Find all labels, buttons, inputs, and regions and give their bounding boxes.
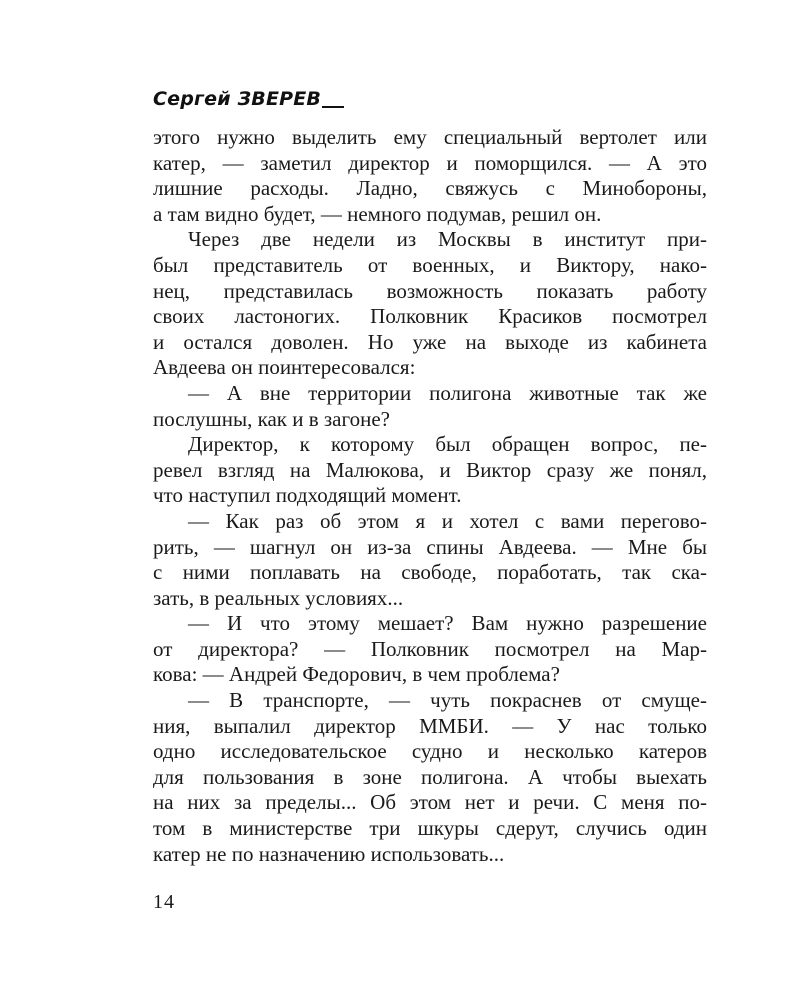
text-line: одно исследовательское судно и несколько катеров	[153, 739, 707, 764]
text-line: с ними поплавать на свободе, поработать, так ска-	[153, 560, 707, 585]
text-line: на них за пределы... Об этом нет и речи. С меня по-	[153, 790, 707, 815]
running-head	[153, 88, 344, 110]
text-line: Авдеева он поинтересовался:	[153, 355, 416, 380]
text-line: для пользования в зоне полигона. А чтобы выехать	[153, 764, 707, 789]
text-line: ния, выпалил директор ММБИ. — У нас только	[153, 713, 707, 738]
text-line: нец, представилась возможность показать работу	[153, 278, 707, 303]
text-line: рить, — шагнул он из-за спины Авдеева. — Мне бы	[153, 534, 707, 559]
running-head-rule	[322, 106, 344, 108]
text-line: а там видно будет, — немного подумав, решил он.	[153, 201, 602, 226]
text-line: Директор, к которому был обращен вопрос, пе-	[188, 432, 707, 457]
text-line: лишние расходы. Ладно, свяжусь с Минобороны,	[153, 176, 707, 201]
text-line: ревел взгляд на Малюкова, и Виктор сразу же понял,	[153, 457, 707, 482]
text-line: своих ластоногих. Полковник Красиков посмотрел	[153, 304, 707, 329]
text-line: и остался доволен. Но уже на выходе из кабинета	[153, 329, 707, 354]
page-number: 14	[153, 891, 175, 913]
text-line: от директора? — Полковник посмотрел на Мар-	[153, 636, 707, 661]
body-text	[153, 125, 707, 867]
text-line: — Как раз об этом я и хотел с вами перегово-	[188, 508, 707, 533]
text-line: — В транспорте, — чуть покраснев от смуще-	[188, 688, 707, 713]
text-line: Через две недели из Москвы в институт при-	[188, 227, 707, 252]
text-line: этого нужно выделить ему специальный вертолет или	[153, 125, 707, 149]
running-head-author: Сергей ЗВЕРЕВ	[153, 88, 322, 110]
text-line: что наступил подходящий момент.	[153, 483, 462, 508]
text-line: зать, в реальных условиях...	[153, 585, 404, 610]
text-line: катер не по назначению использовать...	[153, 841, 505, 866]
text-line: — А вне территории полигона животные так же	[188, 380, 707, 405]
text-line: том в министерстве три шкуры сдерут, случись один	[153, 816, 707, 841]
text-line: — И что этому мешает? Вам нужно разрешение	[188, 611, 707, 636]
text-line: был представитель от военных, и Виктору, нако-	[153, 252, 707, 277]
text-line: кова: — Андрей Федорович, в чем проблема?	[153, 662, 560, 687]
text-line: послушны, как и в загоне?	[153, 406, 390, 431]
text-line: катер, — заметил директор и поморщился. — А это	[153, 150, 707, 175]
